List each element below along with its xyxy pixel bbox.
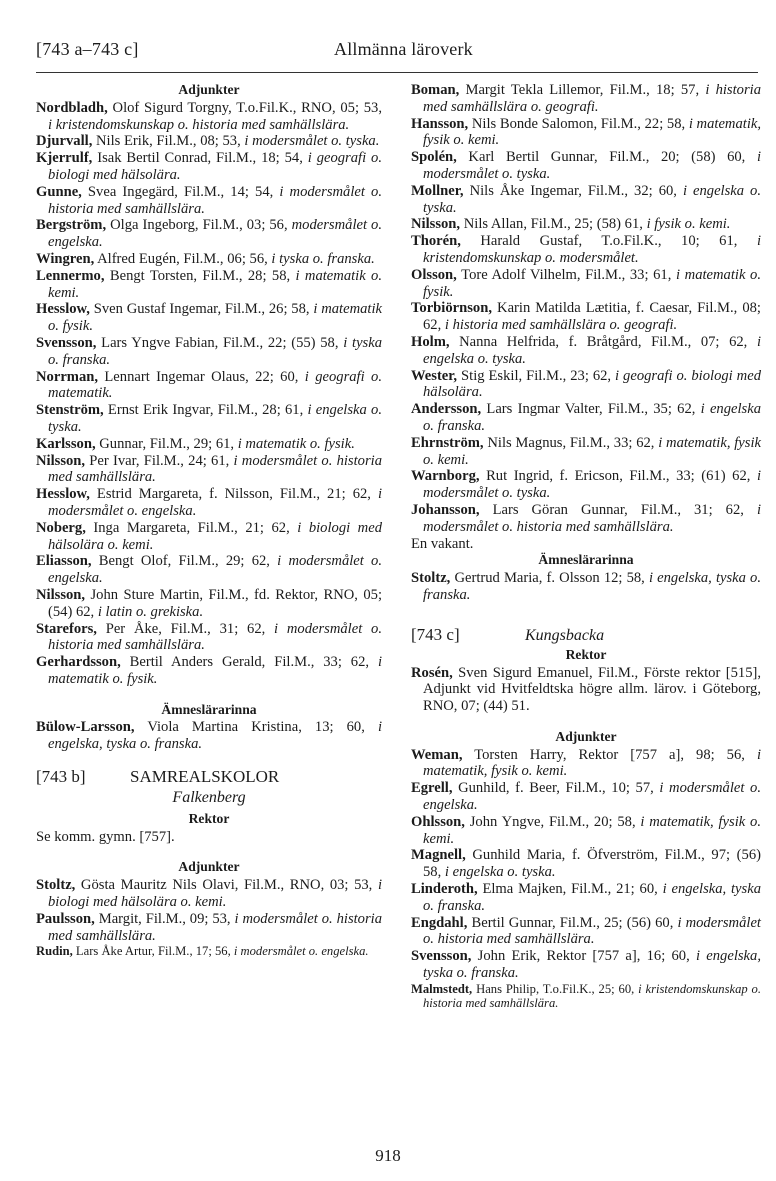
staff-subjects: i engelska, tyska o. franska. [423, 881, 761, 914]
staff-name: Gunne, [36, 183, 82, 200]
staff-name: Magnell, [411, 847, 466, 864]
staff-details: Olga Ingeborg, Fil.M., 03; 56, [106, 217, 292, 234]
staff-name: Linderoth, [411, 881, 478, 898]
staff-entry [411, 847, 761, 881]
staff-entry [411, 780, 761, 814]
staff-subjects: i matematik, fysik o. kemi. [423, 813, 761, 847]
staff-entry [411, 233, 761, 267]
section-743b-heading [36, 766, 382, 788]
staff-subjects: i matematik o. fysik. [48, 654, 382, 687]
staff-name: Ohlsson, [411, 813, 465, 830]
staff-details: Bertil Anders Gerald, Fil.M., 33; 62, [120, 654, 378, 671]
staff-details: Harald Gustaf, T.o.Fil.K., 10; 61, [460, 233, 757, 250]
staff-entry [411, 149, 761, 183]
rektor-heading: Rektor [188, 810, 230, 826]
staff-name: Hesslow, [36, 301, 90, 318]
staff-details: Sven Gustaf Ingemar, Fil.M., 26; 58, [89, 301, 314, 318]
staff-name: Holm, [411, 333, 450, 350]
section-number: [743 c] [411, 624, 460, 644]
staff-subjects: i modersmålet o. historia med samhällslära. [423, 914, 761, 948]
staff-name: Wester, [411, 367, 458, 384]
staff-details: Nils Åke Ingemar, Fil.M., 32; 60, [463, 182, 683, 199]
left-staff-blocks [36, 82, 382, 753]
staff-details: Elma Majken, Fil.M., 21; 60, [477, 881, 663, 898]
staff-entry [411, 468, 761, 502]
staff-details: Viola Martina Kristina, 13; 60, [134, 719, 378, 736]
staff-name: Hansson, [411, 115, 469, 132]
staff-subjects: i engelska o. tyska. [423, 333, 761, 367]
staff-entry [36, 402, 382, 436]
section-title: SAMREALSKOLOR [130, 767, 280, 787]
staff-name: Warnborg, [411, 468, 480, 485]
staff-entry [36, 553, 382, 587]
staff-name: Eliasson, [36, 553, 92, 570]
staff-entry [36, 184, 382, 218]
staff-details: Gertrud Maria, f. Olsson 12; 58, [450, 570, 649, 587]
right-staff-entries [411, 82, 761, 536]
staff-subjects: i engelska o. tyska. [423, 182, 761, 216]
staff-name: Kjerrulf, [36, 150, 93, 167]
staff-name: Weman, [411, 746, 463, 763]
staff-subjects: i modersmålet o. tyska. [423, 468, 761, 502]
staff-subjects: i modersmålet o. tyska. [244, 133, 380, 150]
staff-subjects: i modersmålet o. historia med samhällslära. [48, 183, 382, 217]
staff-name: Nordbladh, [36, 99, 108, 116]
staff-details: Lennart Ingemar Olaus, 22; 60, [98, 368, 305, 385]
staff-entry [36, 944, 382, 958]
staff-details: Nils Magnus, Fil.M., 33; 62, [483, 434, 659, 451]
staff-entry [36, 587, 382, 621]
staff-entry [411, 502, 761, 536]
staff-name: Gerhardsson, [36, 654, 121, 671]
staff-subjects: i biologi med hälsolära o. kemi. [48, 519, 382, 553]
staff-subjects: i kristendomskunskap o. modersmålet. [423, 233, 761, 266]
staff-subjects: i engelska o. tyska. [444, 864, 556, 881]
staff-details: Gunhild Maria, f. Öfverström, Fil.M., 97; (56) 58, [423, 847, 761, 881]
staff-entry [411, 82, 761, 116]
staff-entry [411, 570, 761, 604]
staff-entry [36, 911, 382, 945]
staff-subjects: i modersmålet o. engelska. [48, 486, 382, 519]
staff-entry [36, 301, 382, 335]
staff-name: Norrman, [36, 368, 99, 385]
staff-details: Margit Tekla Lillemor, Fil.M., 18; 57, [459, 82, 706, 98]
staff-details: Nils Erik, Fil.M., 08; 53, [92, 133, 245, 150]
header-rule [36, 72, 758, 73]
staff-entry [36, 486, 382, 520]
staff-name: Olsson, [411, 266, 457, 283]
staff-details: Alfred Eugén, Fil.M., 06; 56, [94, 250, 272, 267]
staff-entry [411, 982, 761, 1010]
staff-subjects: i biologi med hälsolära o. kemi. [48, 877, 382, 911]
staff-details: Nils Bonde Salomon, Fil.M., 22; 58, [468, 115, 689, 132]
staff-subjects: i tyska o. franska. [48, 334, 382, 368]
adjunkter-heading: Adjunkter [178, 859, 240, 875]
staff-subjects: i matematik o. fysik. [423, 266, 761, 300]
staff-details: Lars Yngve Fabian, Fil.M., 22; (55) 58, [96, 334, 344, 351]
right-column [411, 82, 761, 1010]
staff-details: Margit, Fil.M., 09; 53, [94, 910, 235, 927]
staff-details: Nils Allan, Fil.M., 25; (58) 61, [460, 216, 647, 233]
staff-name: Mollner, [411, 182, 464, 199]
staff-details: Stig Eskil, Fil.M., 23; 62, [457, 367, 616, 384]
staff-entry [36, 719, 382, 753]
staff-entry [411, 368, 761, 402]
staff-details: Rut Ingrid, f. Ericson, Fil.M., 33; (61) 62, [479, 468, 757, 485]
staff-subjects: i geografi o. matematik. [48, 368, 382, 402]
section-number: [743 b] [36, 767, 86, 787]
town-kungsbacka: Kungsbacka [525, 626, 605, 644]
kungsbacka-entries [411, 747, 761, 1010]
staff-name: Torbiörnson, [411, 300, 492, 317]
staff-details: Per Åke, Fil.M., 31; 62, [96, 620, 275, 637]
staff-name: Stenström, [36, 402, 104, 419]
staff-entry [36, 877, 382, 911]
staff-entry [36, 268, 382, 302]
staff-details: Hans Philip, T.o.Fil.K., 25; 60, [472, 981, 639, 996]
staff-name: Nilsson, [36, 452, 86, 469]
section-743c-heading [411, 624, 761, 647]
staff-details: Bengt Torsten, Fil.M., 28; 58, [104, 267, 296, 284]
staff-name: Engdahl, [411, 914, 468, 931]
staff-name: Spolén, [411, 149, 457, 166]
staff-entry [36, 150, 382, 184]
staff-details: Karin Matilda Lætitia, f. Caesar, Fil.M., 08; 62, [423, 300, 761, 334]
staff-subjects: i kristendomskunskap o. historia med samhällslära. [423, 981, 761, 1010]
staff-details: Gunhild, f. Beer, Fil.M., 10; 57, [452, 780, 660, 797]
staff-name: Rosén, [411, 664, 453, 681]
staff-subjects: i matematik, fysik o. kemi. [423, 434, 761, 468]
staff-entry [411, 881, 761, 915]
staff-name: Svensson, [411, 948, 472, 965]
staff-subjects: i kristendomskunskap o. historia med samhällslära. [48, 116, 350, 133]
staff-subjects: i latin o. grekiska. [97, 603, 204, 620]
staff-subjects: i engelska, tyska o. franska. [423, 948, 761, 982]
staff-details: John Sture Martin, Fil.M., fd. Rektor, RNO, 05; (54) 62, [48, 586, 382, 620]
staff-entry [36, 217, 382, 251]
staff-subjects: i tyska o. franska. [271, 250, 375, 267]
staff-name: Johansson, [411, 501, 480, 518]
staff-name: Starefors, [36, 620, 97, 637]
staff-details: Gösta Mauritz Nils Olavi, Fil.M., RNO, 03; 53, [75, 877, 378, 894]
left-column [36, 82, 382, 958]
staff-subjects: i matematik o. fysik. [48, 301, 382, 335]
staff-subjects: i modersmålet o. engelska. [423, 780, 761, 814]
staff-subjects: i engelska, tyska o. franska. [423, 570, 761, 603]
staff-name: Nilsson, [411, 216, 461, 233]
staff-subjects: i geografi o. biologi med hälsolära. [48, 150, 382, 183]
block-entries [36, 719, 382, 753]
staff-name: Bülow-Larsson, [36, 719, 135, 736]
staff-name: Noberg, [36, 519, 86, 536]
block-heading: Adjunkter [178, 82, 240, 97]
staff-name: Djurvall, [36, 133, 93, 150]
staff-subjects: i modersmålet o. historia med samhällslära. [48, 910, 383, 944]
staff-name: Boman, [411, 82, 460, 98]
staff-entry [36, 453, 382, 487]
adjunkter-heading: Adjunkter [555, 728, 617, 744]
staff-name: Malmstedt, [411, 981, 473, 996]
staff-details: Tore Adolf Vilhelm, Fil.M., 33; 61, [456, 266, 676, 283]
staff-entry [36, 133, 382, 150]
amneslararinna-heading: Ämneslärarinna [538, 552, 634, 568]
staff-details: John Yngve, Fil.M., 20; 58, [464, 813, 641, 830]
staff-subjects: i modersmålet o. engelska. [48, 553, 382, 587]
vacancy-note: En vakant. [411, 535, 474, 552]
staff-details: Bertil Gunnar, Fil.M., 25; (56) 60, [467, 914, 678, 931]
staff-details: Isak Bertil Conrad, Fil.M., 18; 54, [92, 150, 308, 167]
page-header-section-range: [743 a–743 c] [36, 39, 139, 59]
rektor-heading: Rektor [565, 646, 607, 662]
staff-subjects: i matematik o. fysik. [237, 435, 355, 452]
staff-details: Inga Margareta, Fil.M., 21; 62, [85, 519, 298, 536]
staff-name: Rudin, [36, 944, 73, 959]
staff-details: Bengt Olof, Fil.M., 29; 62, [91, 553, 278, 570]
staff-name: Paulsson, [36, 910, 95, 927]
staff-entry [411, 915, 761, 949]
staff-details: Ernst Erik Ingvar, Fil.M., 28; 61, [103, 402, 308, 419]
staff-name: Thorén, [411, 233, 461, 250]
staff-entry [411, 747, 761, 781]
staff-subjects: i engelska o. franska. [423, 401, 761, 434]
staff-entry [36, 335, 382, 369]
staff-name: Ehrnström, [411, 434, 484, 451]
staff-subjects: i modersmålet o. engelska. [233, 944, 369, 959]
staff-entry [411, 300, 761, 334]
staff-entry [411, 435, 761, 469]
staff-details: Estrid Margareta, f. Nilsson, Fil.M., 21; 62, [89, 486, 378, 503]
staff-subjects: modersmålet o. engelska. [48, 217, 382, 251]
staff-details: Gunnar, Fil.M., 29; 61, [95, 435, 238, 452]
staff-details: Karl Bertil Gunnar, Fil.M., 20; (58) 60, [456, 149, 757, 166]
staff-details: John Erik, Rektor [757 a], 16; 60, [471, 948, 696, 965]
staff-entry [411, 948, 761, 982]
staff-entry [411, 267, 761, 301]
staff-name: Bergström, [36, 217, 107, 234]
staff-entry [36, 654, 382, 688]
staff-name: Egrell, [411, 780, 453, 797]
staff-details: Sven Sigurd Emanuel, Fil.M., Förste rektor [515], Adjunkt vid Hvitfeldtska högre allm. lärov. i Göteborg, RNO, 07; (44) 51. [423, 664, 761, 715]
staff-entry [411, 216, 761, 233]
staff-entry [36, 100, 382, 134]
staff-subjects: i matematik, fysik o. kemi. [423, 746, 761, 780]
staff-entry [36, 436, 382, 453]
rektor-text: Se komm. gymn. [757]. [36, 828, 175, 845]
staff-details: Olof Sigurd Torgny, T.o.Fil.K., RNO, 05; 53, [107, 99, 382, 116]
staff-entry [36, 621, 382, 655]
staff-name: Svensson, [36, 334, 97, 351]
staff-name: Nilsson, [36, 586, 86, 603]
staff-details: Lars Åke Artur, Fil.M., 17; 56, [72, 944, 234, 959]
staff-name: Lennermo, [36, 267, 105, 284]
staff-details: Lars Ingmar Valter, Fil.M., 35; 62, [481, 401, 701, 418]
block-heading: Ämneslärarinna [161, 701, 257, 717]
staff-subjects: i engelska, tyska o. franska. [48, 719, 382, 753]
staff-entry [411, 183, 761, 217]
page-number: 918 [375, 1146, 401, 1165]
staff-subjects: i fysik o. kemi. [646, 216, 731, 233]
staff-entry [411, 116, 761, 150]
staff-subjects: i matematik, fysik o. kemi. [423, 115, 761, 149]
staff-entry [411, 665, 761, 715]
staff-entry [411, 401, 761, 435]
amneslararinna-entries [411, 570, 761, 604]
staff-subjects: i modersmålet o. historia med samhällslära. [423, 501, 761, 535]
staff-name: Stoltz, [411, 570, 451, 587]
staff-entry [36, 369, 382, 403]
staff-name: Wingren, [36, 250, 95, 267]
staff-entry [411, 814, 761, 848]
staff-subjects: i historia med samhällslära o. geografi. [444, 317, 678, 334]
staff-subjects: i modersmålet o. historia med samhällslära. [48, 620, 382, 654]
staff-name: Hesslow, [36, 486, 90, 503]
staff-entry [36, 520, 382, 554]
staff-details: Svea Ingegärd, Fil.M., 14; 54, [81, 183, 280, 200]
staff-subjects: i modersmålet o. historia med samhällslära. [48, 452, 382, 486]
staff-entry [411, 334, 761, 368]
town-falkenberg: Falkenberg [172, 789, 246, 807]
staff-name: Andersson, [411, 401, 482, 418]
falkenberg-entries [36, 877, 382, 958]
block-entries [36, 100, 382, 688]
staff-subjects: i matematik o. kemi. [48, 267, 383, 301]
staff-details: Per Ivar, Fil.M., 24; 61, [85, 452, 234, 469]
staff-name: Stoltz, [36, 877, 76, 894]
staff-subjects: i geografi o. biologi med hälsolära. [423, 367, 761, 401]
staff-name: Karlsson, [36, 435, 96, 452]
staff-details: Torsten Harry, Rektor [757 a], 98; 56, [462, 746, 757, 763]
staff-details: Nanna Helfrida, f. Bråtgård, Fil.M., 07; 62, [449, 333, 757, 350]
page-header-title: Allmänna läroverk [334, 39, 473, 59]
staff-entry [36, 251, 382, 268]
staff-subjects: i historia med samhällslära o. geografi. [423, 82, 761, 115]
staff-details: Lars Göran Gunnar, Fil.M., 31; 62, [479, 501, 757, 518]
staff-subjects: i modersmålet o. tyska. [423, 149, 761, 182]
staff-subjects: i engelska o. tyska. [48, 402, 382, 435]
kungsbacka-rektor-entry [411, 665, 761, 715]
